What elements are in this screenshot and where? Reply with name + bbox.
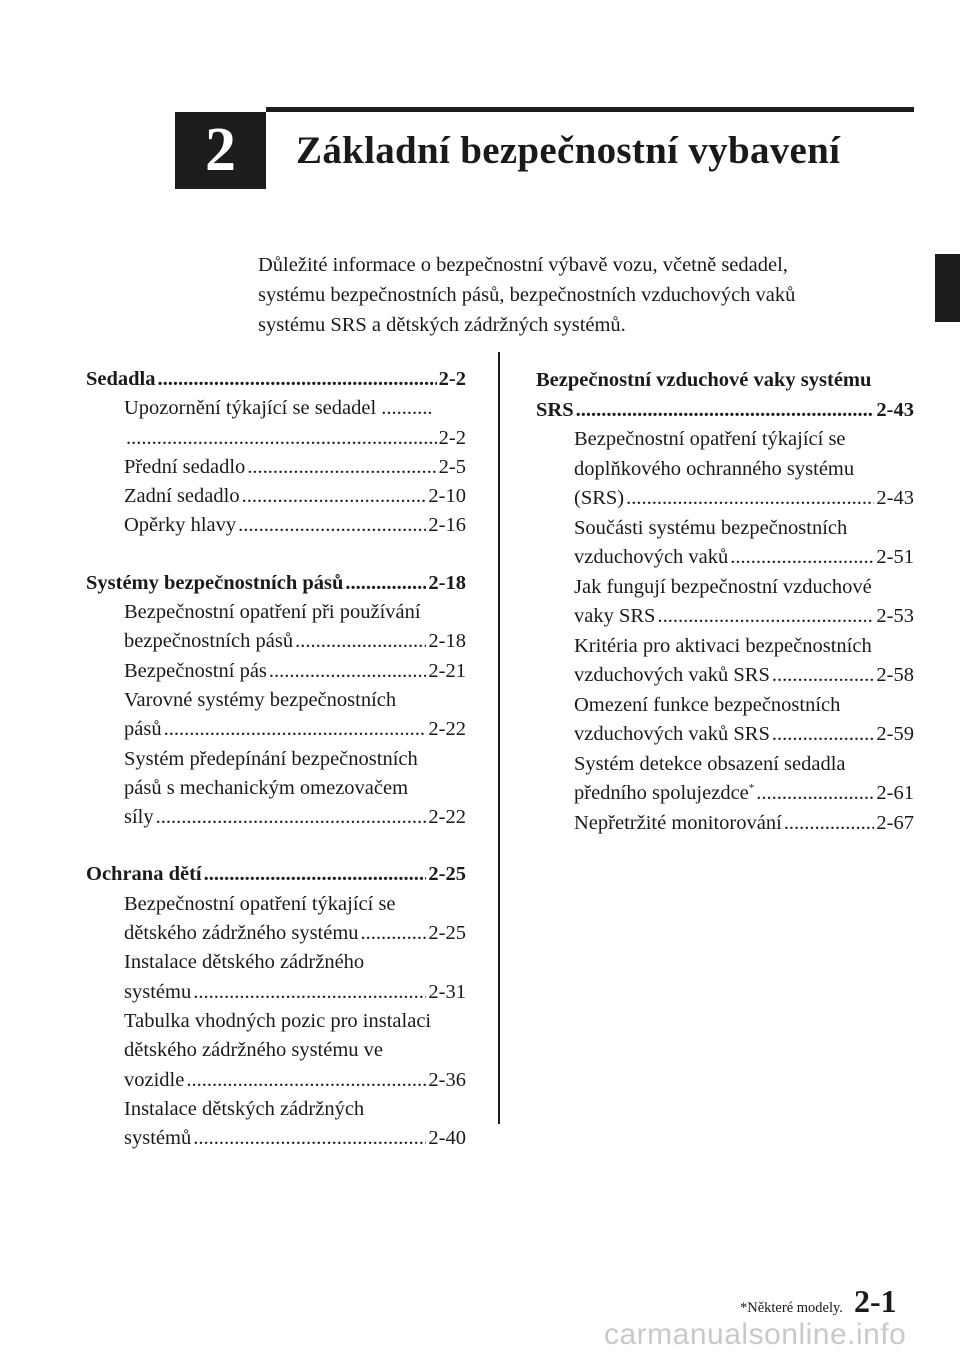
toc-page-number: 2-2 xyxy=(438,426,466,449)
toc-page-number: 2-58 xyxy=(876,664,914,686)
toc-section-deti xyxy=(86,860,466,1153)
toc-entry-line[interactable]: (SRS) ..... 2-43 xyxy=(536,484,914,514)
page-number: 2-1 xyxy=(854,1283,897,1319)
toc-entry-line[interactable]: vozidle ..... 2-36 xyxy=(86,1066,466,1095)
toc-entry-line[interactable]: Součásti systému bezpečnostních xyxy=(574,516,848,539)
toc-entry-line[interactable]: Jak fungují bezpečnostní vzduchové xyxy=(574,575,872,598)
toc-entry-line[interactable]: vzduchových vaků SRS ..... 2-59 xyxy=(536,720,914,750)
toc-section-heading[interactable]: Systémy bezpečnostních pásů ..... 2-18 xyxy=(86,569,466,598)
toc-entry-line[interactable]: vzduchových vaků ..... 2-51 xyxy=(536,543,914,573)
toc-entry-line[interactable]: síly ..... 2-22 xyxy=(86,803,466,832)
toc-right-column xyxy=(536,366,914,866)
toc-page-number: 2-36 xyxy=(428,1068,466,1091)
toc-page-number: 2-43 xyxy=(876,398,914,421)
chapter-number: 2 xyxy=(205,116,236,184)
toc-page-number: 2-18 xyxy=(428,571,466,594)
toc-entry-line[interactable]: dětského zádržného systému ..... 2-25 xyxy=(86,919,466,948)
toc-entry-line[interactable]: systému ..... 2-31 xyxy=(86,978,466,1007)
toc-page-number: 2-67 xyxy=(876,811,914,834)
toc-entry-line[interactable]: Tabulka vhodných pozic pro instalaci xyxy=(124,1009,432,1032)
toc-entry-line[interactable]: Upozornění týkající se sedadel .......... xyxy=(124,397,433,420)
chapter-intro xyxy=(258,250,888,340)
toc-page-number: 2-2 xyxy=(438,368,466,390)
intro-line: systému SRS a dětských zádržných systémů. xyxy=(258,314,626,336)
toc-entry[interactable]: Bezpečnostní pás ..... 2-21 xyxy=(86,657,466,686)
toc-page-number: 2-40 xyxy=(428,1127,466,1150)
toc-entry-line[interactable]: Omezení funkce bezpečnostních xyxy=(574,693,841,716)
toc-page-number: 2-5 xyxy=(438,455,466,478)
toc-entry-line[interactable]: Systém předepínání bezpečnostních xyxy=(124,747,418,770)
chapter-title: Základní bezpečnostní vybavení xyxy=(296,129,841,172)
toc-entry[interactable]: Zadní sedadlo ..... 2-10 xyxy=(86,482,466,511)
footnote: *Některé modely. xyxy=(740,1300,843,1316)
toc-entry-line[interactable] xyxy=(86,424,466,453)
toc-entry-line[interactable]: dětského zádržného systému ve xyxy=(124,1039,384,1062)
toc-section-srs xyxy=(536,366,914,838)
toc-page-number: 2-53 xyxy=(876,605,914,627)
toc-section-heading[interactable]: SRS ..... 2-43 xyxy=(536,396,914,426)
toc-page-number: 2-22 xyxy=(428,718,466,741)
toc-section-heading[interactable]: Bezpečnostní vzduchové vaky systému xyxy=(536,369,872,391)
toc-entry-line[interactable]: Instalace dětského zádržného xyxy=(124,951,365,974)
toc-page-number: 2-16 xyxy=(428,514,466,537)
toc-entry-line[interactable]: Bezpečnostní opatření týkající se xyxy=(124,892,396,915)
chapter-side-tab xyxy=(935,254,960,322)
toc-entry-line[interactable]: předního spolujezdce* ..... 2-61 xyxy=(536,779,914,809)
toc-page-number: 2-22 xyxy=(428,806,466,829)
intro-line: systému bezpečnostních pásů, bezpečnostních vzduchových vaků xyxy=(258,284,796,306)
toc-entry[interactable]: Nepřetržité monitorování ..... 2-67 xyxy=(536,809,914,839)
toc-entry-line[interactable]: bezpečnostních pásů ..... 2-18 xyxy=(86,627,466,656)
toc-entry-line[interactable]: vzduchových vaků SRS ..... 2-58 xyxy=(536,661,914,691)
toc-page-number: 2-25 xyxy=(428,922,466,945)
toc-page-number: 2-21 xyxy=(428,659,466,682)
toc-page-number: 2-51 xyxy=(876,546,914,568)
toc-page-number: 2-59 xyxy=(876,723,914,745)
toc-entry-line[interactable]: Varovné systémy bezpečnostních xyxy=(124,688,397,711)
toc-entry-line[interactable]: Bezpečnostní opatření týkající se xyxy=(574,428,846,450)
watermark: carmanualsonline.info xyxy=(604,1318,907,1351)
toc-entry[interactable]: Opěrky hlavy ..... 2-16 xyxy=(86,511,466,540)
toc-entry-line[interactable]: systémů ..... 2-40 xyxy=(86,1124,466,1153)
toc-page-number: 2-10 xyxy=(428,485,466,508)
toc-entry-line[interactable]: Systém detekce obsazení sedadla xyxy=(574,752,846,775)
intro-line: Důležité informace o bezpečnostní výbavě vozu, včetně sedadel, xyxy=(258,254,788,276)
toc-entry-line[interactable]: Instalace dětských zádržných xyxy=(124,1097,365,1120)
toc-entry-line[interactable]: pásů s mechanickým omezovačem xyxy=(124,776,409,799)
toc-page-number: 2-61 xyxy=(876,782,914,804)
toc-entry-line[interactable]: Kritéria pro aktivaci bezpečnostních xyxy=(574,634,872,657)
toc-entry-line[interactable]: vaky SRS ..... 2-53 xyxy=(536,602,914,632)
toc-page-number: 2-25 xyxy=(428,863,466,886)
column-divider xyxy=(498,352,500,1124)
toc-entry[interactable]: Přední sedadlo ..... 2-5 xyxy=(86,453,466,482)
toc-entry-line[interactable]: pásů ..... 2-22 xyxy=(86,715,466,744)
toc-page-number: 2-18 xyxy=(428,630,466,653)
chapter-number-box xyxy=(175,112,266,189)
chapter-header-rule xyxy=(266,107,914,112)
toc-section-heading[interactable]: Ochrana dětí ..... 2-25 xyxy=(86,860,466,889)
toc-entry-line[interactable]: Bezpečnostní opatření při používání xyxy=(124,601,421,624)
toc-page-number: 2-43 xyxy=(876,487,914,509)
toc-left-column xyxy=(86,365,466,1181)
toc-section-heading[interactable]: Sedadla ..... 2-2 xyxy=(86,365,466,394)
toc-section-pasy xyxy=(86,569,466,833)
footnote-marker: * xyxy=(748,782,755,795)
toc-page-number: 2-31 xyxy=(428,980,466,1003)
toc-section-sedadla xyxy=(86,365,466,541)
toc-entry-line[interactable]: doplňkového ochranného systému xyxy=(574,457,855,480)
